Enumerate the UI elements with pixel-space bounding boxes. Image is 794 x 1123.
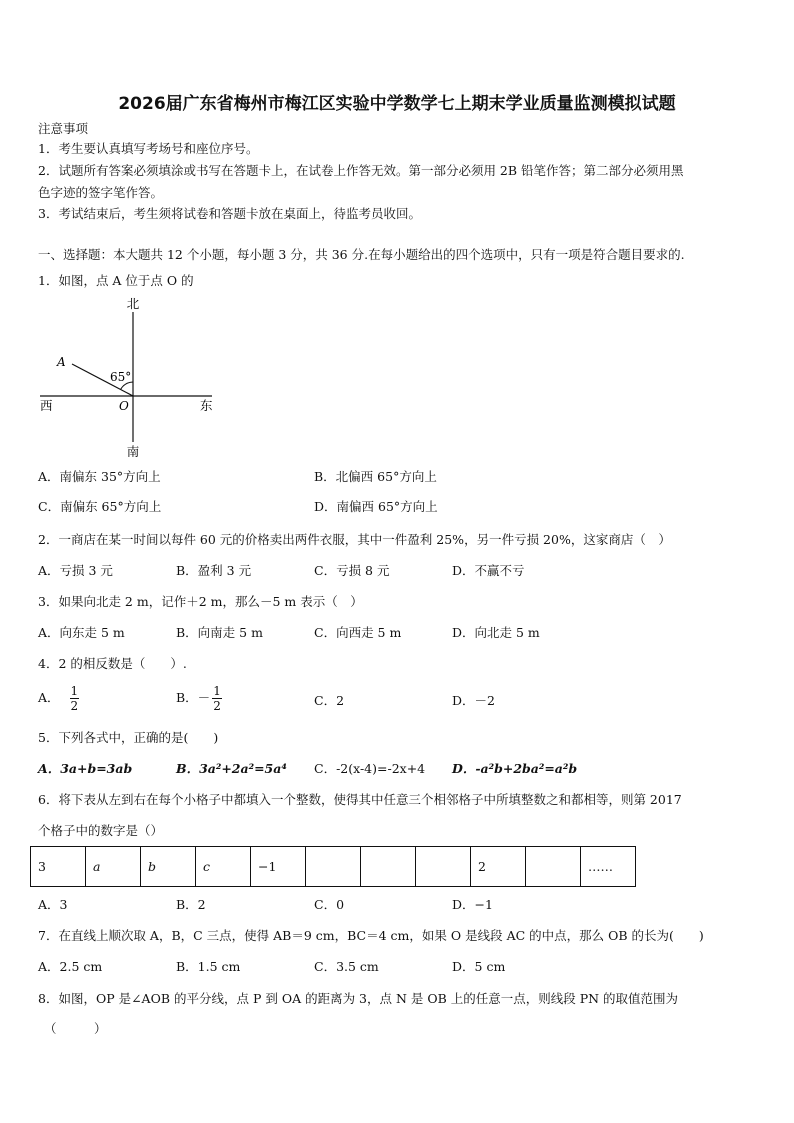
question-5-stem: 5．下列各式中，正确的是( ) [38, 730, 219, 745]
q5-option-b: B．3a²+2a²=5a⁴ [176, 761, 287, 776]
compass-figure [30, 290, 230, 462]
q6-option-a: A．3 [38, 897, 68, 912]
notice-item-2: 2．试题所有答案必须填涂或书写在答题卡上，在试卷上作答无效。第一部分必须用 2B 铅笔作答；第二部分必须用黑 [38, 163, 684, 178]
q1-option-c: C．南偏东 65°方向上 [38, 499, 162, 514]
number-sequence-table [30, 846, 636, 887]
fraction-half [70, 684, 80, 713]
q4-option-c: C．2 [314, 693, 345, 708]
q1-option-d: D．南偏西 65°方向上 [314, 499, 438, 514]
east-label: 东 [200, 398, 213, 413]
q3-option-d: D．向北走 5 m [452, 625, 540, 640]
q3-option-a: A．向东走 5 m [38, 625, 125, 640]
q2-option-c: C．亏损 8 元 [314, 563, 390, 578]
section-heading: 一、选择题：本大题共 12 个小题，每小题 3 分，共 36 分.在每小题给出的四个选项中，只有一项是符合题目要求的. [38, 247, 685, 262]
fraction-numerator: 1 [213, 684, 221, 698]
q5-option-c: C．-2(x-4)=-2x+4 [314, 761, 426, 776]
q2-option-a: A．亏损 3 元 [38, 563, 113, 578]
question-6-stem-cont: 个格子中的数字是（） [38, 823, 164, 838]
q5-option-d: D．-a²b+2ba²=a²b [452, 761, 578, 776]
table-cell: 3 [31, 847, 86, 887]
q5-option-a: A．3a+b=3ab [38, 761, 133, 776]
page-title: 2026届广东省梅州市梅江区实验中学数学七上期末学业质量监测模拟试题 [118, 94, 676, 114]
q1-option-a: A．南偏东 35°方向上 [38, 469, 161, 484]
fraction-half [212, 684, 222, 713]
q6-option-d: D．−1 [452, 897, 493, 912]
fraction-numerator: 1 [70, 684, 79, 698]
west-label: 西 [40, 398, 53, 413]
notice-item-3: 3．考试结束后，考生须将试卷和答题卡放在桌面上，待监考员收回。 [38, 206, 421, 221]
notice-item-2-cont: 色字迹的签字笔作答。 [38, 185, 164, 200]
question-2-stem: 2．一商店在某一时间以每件 60 元的价格卖出两件衣服，其中一件盈利 25%，另一件亏损 20%，这家商店（ ） [38, 532, 671, 547]
q7-option-a: A．2.5 cm [38, 959, 103, 974]
q7-option-c: C．3.5 cm [314, 959, 379, 974]
south-label: 南 [126, 444, 140, 459]
question-6-stem: 6．将下表从左到右在每个小格子中都填入一个整数，使得其中任意三个相邻格子中所填整数之和都相等，则第 2017 [38, 792, 682, 807]
q3-option-b: B．向南走 5 m [176, 625, 263, 640]
q7-option-b: B．1.5 cm [176, 959, 241, 974]
angle-label: 65° [110, 370, 132, 384]
q3-option-c: C．向西走 5 m [314, 625, 402, 640]
question-8-blank: （ ） [44, 1021, 107, 1036]
table-cell [306, 847, 361, 887]
point-o-label: O [119, 399, 129, 413]
question-3-stem: 3．如果向北走 2 m，记作＋2 m，那么－5 m 表示（ ） [38, 594, 363, 609]
table-cell: 2 [471, 847, 526, 887]
table-cell: −1 [251, 847, 306, 887]
table-cell: …… [581, 847, 636, 887]
q4-option-d: D．－2 [452, 693, 495, 708]
table-cell [526, 847, 581, 887]
notice-heading: 注意事项 [38, 121, 89, 136]
q2-option-b: B．盈利 3 元 [176, 563, 252, 578]
table-cell: c [196, 847, 251, 887]
q6-option-c: C．0 [314, 897, 345, 912]
table-cell [416, 847, 471, 887]
question-4-stem: 4．2 的相反数是（ ）. [38, 656, 187, 671]
q1-option-b: B．北偏西 65°方向上 [314, 469, 437, 484]
q4-option-b [176, 684, 222, 713]
table-cell: b [141, 847, 196, 887]
notice-item-1: 1．考生要认真填写考场号和座位序号。 [38, 141, 259, 156]
north-label: 北 [126, 296, 140, 311]
table-cell [361, 847, 416, 887]
q6-option-b: B．2 [176, 897, 206, 912]
q4-option-a-label: A． [38, 690, 60, 705]
point-a-label: A [57, 355, 66, 369]
question-1-stem: 1．如图，点 A 位于点 O 的 [38, 273, 194, 288]
q4-option-b-label: B．－ [176, 690, 211, 705]
q7-option-d: D．5 cm [452, 959, 506, 974]
fraction-denominator: 2 [213, 699, 221, 713]
fraction-denominator: 2 [70, 699, 79, 713]
question-7-stem: 7．在直线上顺次取 A，B，C 三点，使得 AB＝9 cm，BC＝4 cm，如果 O 是线段 AC 的中点，那么 OB 的长为( ) [38, 928, 704, 943]
question-8-stem: 8．如图，OP 是∠AOB 的平分线，点 P 到 OA 的距离为 3，点 N 是 OB 上的任意一点，则线段 PN 的取值范围为 [38, 991, 679, 1006]
table-cell: a [86, 847, 141, 887]
q4-option-a [38, 684, 79, 713]
q2-option-d: D．不赢不亏 [452, 563, 525, 578]
